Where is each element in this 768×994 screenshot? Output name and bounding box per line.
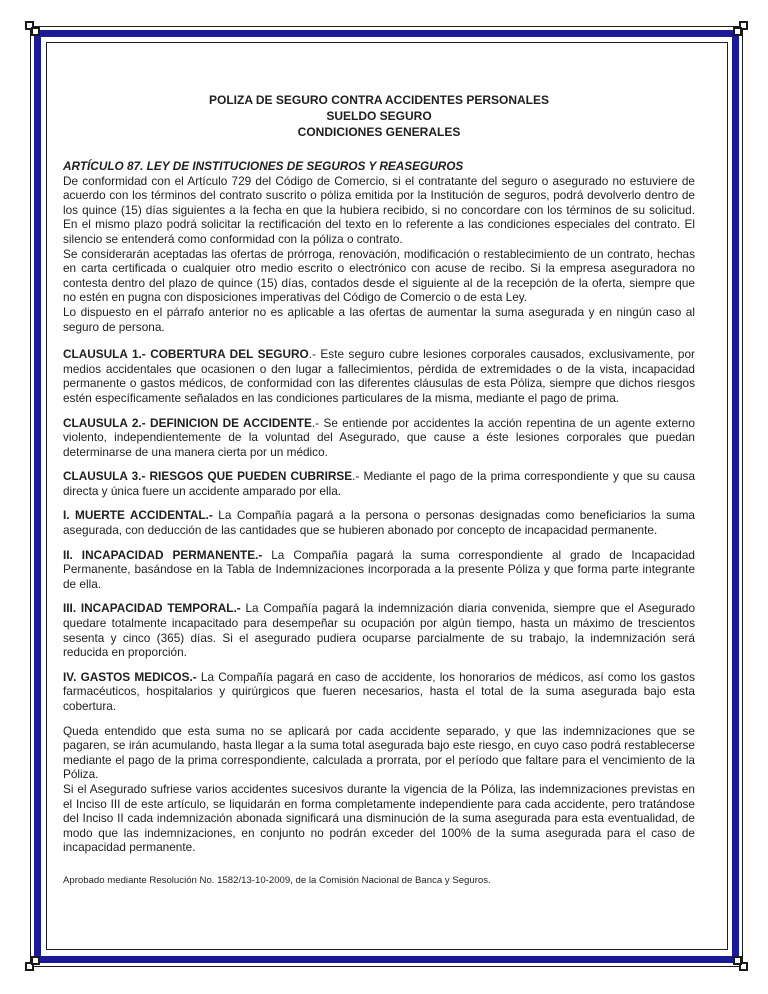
- risk-item-3-label: III. INCAPACIDAD TEMPORAL.-: [63, 601, 241, 616]
- approval-resolution-note: Aprobado mediante Resolución No. 1582/13-10-2009, de la Comisión Nacional de Banca y Seguros.: [63, 874, 491, 886]
- border-corner-ornament-bottom-right: [728, 951, 748, 971]
- risk-item-2-label: II. INCAPACIDAD PERMANENTE.-: [63, 547, 263, 562]
- article-paragraph-3: Lo dispuesto en el párrafo anterior no es aplicable a las ofertas de aumentar la suma asegurada y en ningún caso al seguro de persona.: [63, 304, 695, 334]
- risk-item-2-incapacidad-permanente: [63, 548, 695, 592]
- article-paragraph-1: De conformidad con el Artículo 729 del Código de Comercio, si el contratante del seguro o asegurado no estuviere de acuerdo con los términos del contrato suscrito o póliza emitida por la Institución de seguros, podrá devolverlo dentro de los quince (15) días siguientes a la fecha en que la hubiera recibido, si no concordare con los términos de su solicitud. En el mismo plazo podrá solicitar la rectificación del texto en lo referente a las condiciones especiales del contrato. El silencio se entenderá como conformidad con la póliza o contrato.: [63, 173, 695, 246]
- article-paragraph-2: Se considerarán aceptadas las ofertas de prórroga, renovación, modificación o restablecimiento de un contrato, hechas en carta certificada o cualquier otro medio escrito o electrónico con acuse de recibo. Si la empresa aseguradora no contesta dentro del plazo de quince (15) días, contados desde el siguiente al de la recepción de la oferta, siempre que no estén en pugna con disposiciones imperativas del Código de Comercio o de esta Ley.: [63, 246, 695, 305]
- document-content: [63, 92, 695, 887]
- corner-square-icon: [31, 27, 40, 36]
- clause-2-text: .- Se entiende por accidentes la acción repentina de un agente externo violento, independientemente de la voluntad del Asegurado, que cause a éste lesiones corporales que puedan determinarse de una manera cierta por un médico.: [63, 415, 695, 459]
- border-corner-ornament-bottom-left: [25, 951, 45, 971]
- clause-1-text: .- Este seguro cubre lesiones corporales causados, exclusivamente, por medios accidentales que ocasionen o den lugar a fallecimientos, pérdida de extremidades o de la vista, incapacidad permanente o gastos médicos, de conformidad con las diferentes cláusulas de esta Póliza, siempre que dichos riesgos estén específicamente señalados en las condiciones particulares de la misma, mediante el pago de prima.: [63, 347, 695, 405]
- title-line-sueldo-seguro: SUELDO SEGURO: [326, 109, 432, 123]
- clause-1-label: CLAUSULA 1.- COBERTURA DEL SEGURO: [63, 347, 309, 362]
- risk-item-2-text: La Compañía pagará la suma correspondiente al grado de Incapacidad Permanente, basándose en la Tabla de Indemnizaciones incorporada a la presente Póliza y que forma parte integrante de ella.: [63, 547, 695, 591]
- document-title: [63, 92, 695, 140]
- clause-3-label: CLAUSULA 3.- RIESGOS QUE PUEDEN CUBRIRSE: [63, 469, 353, 484]
- clause-2-label: CLAUSULA 2.- DEFINICION DE ACCIDENTE: [63, 415, 312, 430]
- border-corner-ornament-top-right: [728, 21, 748, 41]
- risk-item-4-text: La Compañía pagará en caso de accidente, los honorarios de médicos, así como los gastos farmacéuticos, hospitalarios y quirúrgicos que fueren necesarios, hasta el total de la suma asegurada bajo esta cobertura.: [63, 669, 695, 713]
- risk-item-4-label: IV. GASTOS MEDICOS.-: [63, 669, 197, 684]
- clause-2-paragraph: [63, 416, 695, 460]
- risk-item-3-incapacidad-temporal: [63, 601, 695, 659]
- corner-square-icon: [733, 27, 742, 36]
- risk-item-4-gastos-medicos: [63, 670, 695, 714]
- border-corner-ornament-top-left: [25, 21, 45, 41]
- closing-paragraph-1: Queda entendido que esta suma no se aplicará por cada accidente separado, y que las indemnizaciones que se pagaren, se irán acumulando, hasta llegar a la suma total asegurada bajo este riesgo, en cuyo caso podrá restablecerse mediante el pago de la prima correspondiente, calculada a prorrata, por el período que faltare para el vencimiento de la Póliza.: [63, 723, 695, 782]
- closing-paragraph-2: Si el Asegurado sufriese varios accidentes sucesivos durante la vigencia de la Póliza, las indemnizaciones previstas en el Inciso III de este artículo, se liquidarán en forma completamente independiente para cada accidente, pero tratándose del Inciso II cada indemnización abonada significará una disminución de la suma asegurada para esta eventualidad, de modo que las indemnizaciones, en conjunto no podrán exceder del 100% de la suma asegurada para el caso de incapacidad permanente.: [63, 781, 695, 855]
- risk-item-1-muerte-accidental: [63, 508, 695, 537]
- clause-3-paragraph: [63, 469, 695, 498]
- article-87-heading: ARTÍCULO 87. LEY DE INSTITUCIONES DE SEGUROS Y REASEGUROS: [63, 159, 464, 173]
- clause-3-text: .- Mediante el pago de la prima correspondiente y que su causa directa y única fuere un accidente amparado por ella.: [63, 469, 696, 498]
- corner-square-icon: [733, 956, 742, 965]
- clause-1-paragraph: [63, 347, 695, 405]
- risk-item-1-text: La Compañía pagará a la persona o personas designadas como beneficiarios la suma asegurada, con deducción de las cantidades que se hubieren abonado por concepto de incapacidad permanente.: [63, 508, 695, 538]
- risk-item-1-label: I. MUERTE ACCIDENTAL.-: [63, 508, 213, 523]
- title-line-policy: POLIZA DE SEGURO CONTRA ACCIDENTES PERSONALES: [208, 93, 550, 107]
- risk-item-3-text: La Compañía pagará la indemnización diaria convenida, siempre que el Asegurado quedare totalmente incapacitado para desempeñar su ocupación por algún tiempo, hasta un máximo de trescientos sesenta y cinco (365) días. Si el asegurado pudiera ocuparse parcialmente de su trabajo, la indemnización será reducida en proporción.: [63, 601, 696, 660]
- corner-square-icon: [31, 956, 40, 965]
- title-line-condiciones-generales: CONDICIONES GENERALES: [297, 125, 461, 139]
